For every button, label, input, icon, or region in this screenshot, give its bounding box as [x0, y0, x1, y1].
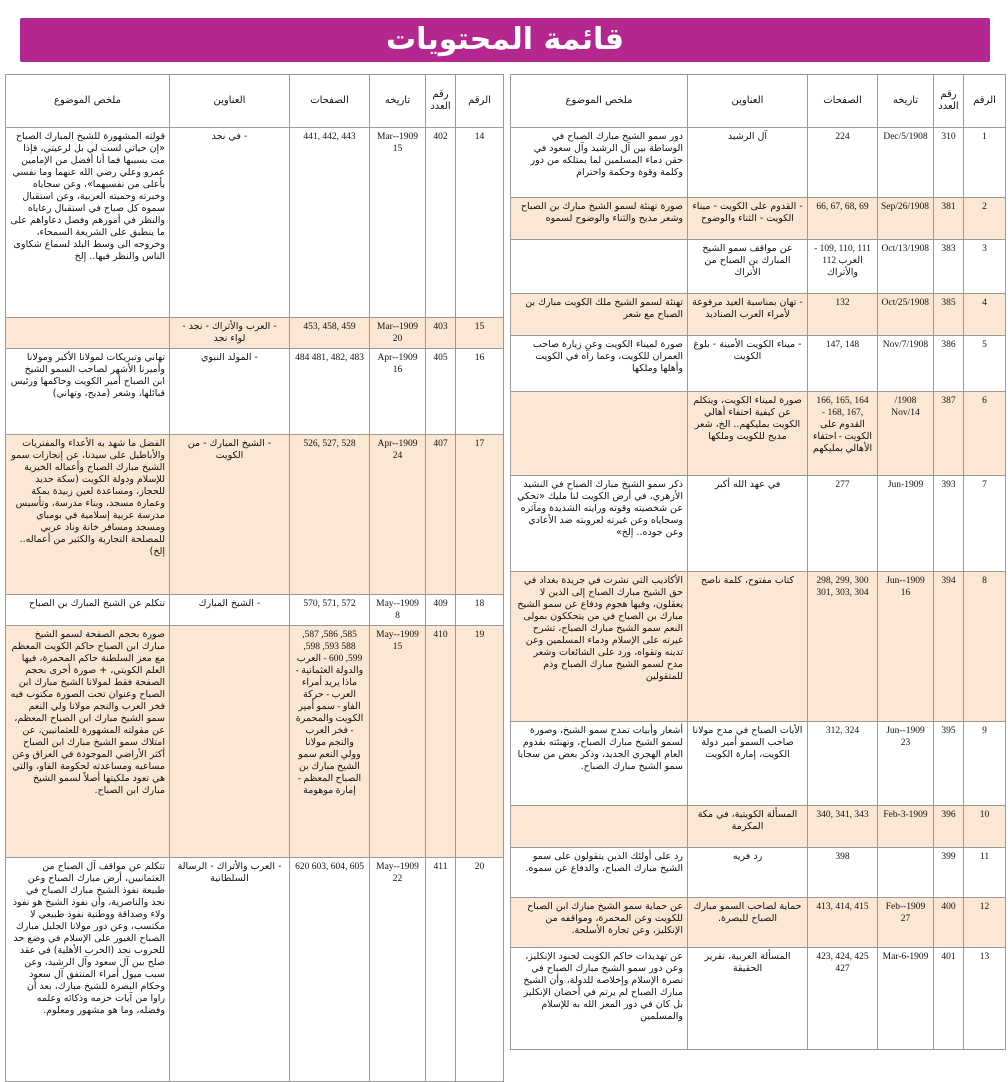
col-header-summary: ملخص الموضوع: [511, 75, 688, 128]
row-summary: قولته المشهورة للشيخ المبارك الصباح «إن حياتي لست لي بل لرعيتي، فإذا مت بسببها فما أنا أفضل من الإمامين عمرو وعلي رضي الله عنهما وما نفسي بأعلى من نفسيهما»، وعن سجاياه وخبرته وحميته العربية، وعن استقبال سموه كل صباح في استقبال رعاياه والنظر في أمورهم وفصل دعاواهم على ما ينطبق على الشريعة السمحاء، وخروجه الى وسط البلد لسماع شكاوى الناس والنظر فيها.. إلخ: [6, 128, 170, 318]
row-num: 18: [456, 595, 504, 626]
row-issue: 393: [934, 476, 964, 572]
row-pages: 343 ,341 ,340: [808, 806, 878, 848]
row-title: - تهان بمناسبة العيد مرفوعة لأمراء العرب الصناديد: [688, 294, 808, 336]
row-issue: 381: [934, 198, 964, 240]
table-row: [511, 898, 1006, 948]
row-issue: 405: [426, 349, 456, 435]
row-summary: تتكلم عن مواقف آل الصباح من العثمانيين، أرض مبارك الصباح وعن طبيعة نفوذ الشيخ مبارك الصباح في نجد والناصرية، وأن نفوذ الشيخ هو نفوذ ولاء وصداقة ووطنية نفوذ طبيعي لا مكتسب، وعن دور مولانا الجليل مبارك الصباح الغيور على الإسلام في وضع حد للحروب نجد (الحرب الأهلية) في عقد صلح بين آل سعود وآل الرشيد، وعن سبب ميول أمراء المنتفق آل سعود وحكام البصرة للشيخ مبارك، بعد أن راوا من آيات حزمه وذكائه وعلمه وفضله، وما هو مشهور ومعلوم.: [6, 858, 170, 1082]
row-date: 1909-Jun: [878, 476, 934, 572]
page-title: قائمة المحتويات: [386, 22, 624, 57]
row-num: 14: [456, 128, 504, 318]
row-summary: تتكلم عن الشيخ المبارك بن الصباح: [6, 595, 170, 626]
col-header-titles: العناوين: [170, 75, 290, 128]
row-pages: 277: [808, 476, 878, 572]
row-summary: دور سمو الشيخ مبارك الصباح في الوساطة بين آل الرشيد وآل سعود في حقن دماء المسلمين لما يمتلكه من دور وكلمة وقوة وحكمة واحترام: [511, 128, 688, 198]
row-title: المسألة الكويتية، في مكة المكرمة: [688, 806, 808, 848]
row-title: صورة لميناء الكويت، ويتكلم عن كيفية احتفاء أهالي الكويت بمليكهم.. الخ، شعر مديح للكويت وملكها: [688, 392, 808, 476]
col-header-issue: رقم العدد: [426, 75, 456, 128]
row-pages: 459 ,458 ,453: [290, 318, 370, 349]
row-title: [170, 626, 290, 858]
row-pages: 415 ,414 ,413: [808, 898, 878, 948]
row-pages: 572 ,571 ,570: [290, 595, 370, 626]
row-title: كتاب مفتوح، كلمة ناصح: [688, 572, 808, 722]
col-header-pages: الصفحات: [290, 75, 370, 128]
table-row: [511, 392, 1006, 476]
col-header-issue: رقم العدد: [934, 75, 964, 128]
row-num: 8: [964, 572, 1006, 722]
row-issue: 399: [934, 848, 964, 898]
row-date: 1909-Apr-24: [370, 435, 426, 595]
row-summary: [511, 806, 688, 848]
row-pages: 443 ,442 ,441: [290, 128, 370, 318]
row-issue: 396: [934, 806, 964, 848]
row-num: 3: [964, 240, 1006, 294]
row-title: المسألة العربية، تقرير الحقيقة: [688, 948, 808, 1050]
row-pages: 398: [808, 848, 878, 898]
row-date: 1909-Feb-27: [878, 898, 934, 948]
row-summary: [511, 392, 688, 476]
row-pages: 528 ,527 ,526: [290, 435, 370, 595]
row-num: 15: [456, 318, 504, 349]
row-issue: 385: [934, 294, 964, 336]
row-date: [878, 848, 934, 898]
row-summary: [6, 318, 170, 349]
contents-table-right: [510, 74, 1006, 1050]
row-issue: 401: [934, 948, 964, 1050]
col-header-num: الرقم: [456, 75, 504, 128]
row-date: 1909-Mar-15: [370, 128, 426, 318]
row-summary: الأكاذيب التي نشرت في جريدة بغداد في حق الشيخ مبارك الصباح إلى الذين لا يعقلون، وفيها هجوم ودفاع عن سمو الشيخ مبارك بن الصباح في من يتحككون بمولى النعم سمو الشيخ مبارك الصباح، تشرح غيرته على الإسلام ودماء المسلمين وعن تدينه وتقواه، ورد على الشائعات وشعر مدح لسمو الشيخ مبارك الصباح وذم للمتقولين: [511, 572, 688, 722]
row-summary: رد على أولئك الذين يتقولون على سمو الشيخ مبارك الصباح، والدفاع عن سموه.: [511, 848, 688, 898]
table-row: [511, 848, 1006, 898]
row-issue: 402: [426, 128, 456, 318]
row-pages: 585, 586, 587, 588 593, 598, 599, 600 - العرب والدولة العثمانية - ماذا يريد أمراء العرب - حركة الفاو - سمو أمير الكويت والمحمرة - فخر العرب والنجم مولانا وولي النعم سمو الشيخ مبارك بن الصباح المعظم - إمارة موهومة: [290, 626, 370, 858]
row-summary: صورة لميناء الكويت وعن زيارة صاحب العمران للكويت، وعما رآه في الكويت وأهلها وملكها: [511, 336, 688, 392]
row-date: 1909-May-15: [370, 626, 426, 858]
row-num: 13: [964, 948, 1006, 1050]
row-title: - العرب والأتراك - نجد - لواء نجد: [170, 318, 290, 349]
table-header-row: [6, 75, 504, 128]
row-title: - ميناء الكويت الأمينة - بلوغ الكويت: [688, 336, 808, 392]
title-banner: [20, 18, 990, 62]
table-row: [511, 336, 1006, 392]
table-row: [511, 722, 1006, 806]
row-pages: 132: [808, 294, 878, 336]
table-row: [6, 318, 504, 349]
row-title: - الشيخ المبارك: [170, 595, 290, 626]
row-summary: ذكر سمو الشيخ مبارك الصباح في النشيد الأزهري، في أرض الكويت لنا مليك «تحكي عن شخصيته وقوته ورايته الشديدة ومآثره وسجاياه وعن غيرته لعروبته ضد الأعادي وعن جوده.. إلخ»: [511, 476, 688, 572]
table-row: [511, 128, 1006, 198]
row-title: في عهد الله أكبر: [688, 476, 808, 572]
row-pages: 111 ,110 ,109 - العرب 112 والأتراك: [808, 240, 878, 294]
col-header-titles: العناوين: [688, 75, 808, 128]
row-num: 11: [964, 848, 1006, 898]
row-date: 1909-Mar-20: [370, 318, 426, 349]
table-row: [6, 858, 504, 1082]
table-row: [511, 294, 1006, 336]
row-num: 5: [964, 336, 1006, 392]
row-date: Nov/7/1908: [878, 336, 934, 392]
row-issue: 403: [426, 318, 456, 349]
row-summary: تهنئة لسمو الشيخ ملك الكويت مبارك بن الصباح مع شعر: [511, 294, 688, 336]
row-num: 7: [964, 476, 1006, 572]
row-pages: 224: [808, 128, 878, 198]
row-summary: الفضل ما شهد به الأعداء والمفتريات والأباطيل على سيدنا، عن إنجازات سمو الشيخ مبارك الصباح وأعماله الخيرية للإسلام ودولة الكويت (سكة حديد للحجاز، ومساعدة لعين زبيدة بمكة وعمارة مسجد، وبناء مدرسة، وتأسيس مدرسة عربية إسلامية في بومباي ومسجد ومسافر خانة وناد عربي للمصلحة التجارية والكثير من أعماله.. إلخ): [6, 435, 170, 595]
row-issue: 409: [426, 595, 456, 626]
row-pages: 425 ,424 ,423 427: [808, 948, 878, 1050]
row-title: آل الرشيد: [688, 128, 808, 198]
row-num: 12: [964, 898, 1006, 948]
row-num: 4: [964, 294, 1006, 336]
row-date: Sep/26/1908: [878, 198, 934, 240]
row-num: 1: [964, 128, 1006, 198]
row-summary: تهاني وتبريكات لمولانا الأكبر ومولانا وأميرنا الأشهر لصاحب السمو الشيخ ابن الصباح أمير الكويت وحاكمها ورئيس قبائلها، وشعر (مديح، وتهاني): [6, 349, 170, 435]
table-row: [511, 572, 1006, 722]
col-header-num: الرقم: [964, 75, 1006, 128]
row-date: Oct/25/1908: [878, 294, 934, 336]
row-num: 10: [964, 806, 1006, 848]
col-header-summary: ملخص الموضوع: [6, 75, 170, 128]
row-summary: صورة بحجم الصفحة لسمو الشيخ مبارك ابن الصباح حاكم الكويت المعظم مع معز السلطنة حاكم المحمرة، فيها العلم الكويتي، + صورة أخرى بحجم الصفحة فقط لمولانا الشيخ مبارك ابن الصباح وعنوان تحت الصورة مكتوب فيه فخر العرب والنجم مولانا ولي النعم سمو الشيخ مبارك ابن الصباح المعظم، عن مقولته المشهورة للعثمانيين، عن امتلاك سمو الشيخ مبارك ابن الصباح أكثر الأراضي الموجودة في العراق وعن مساعيه ومساعدته لحكومة الفاو، والتي هي تعود ملكيتها أصلاً لسمو الشيخ مبارك ابن الصباح.: [6, 626, 170, 858]
table-row: [6, 128, 504, 318]
row-date: 1908/ Nov/14: [878, 392, 934, 476]
row-date: Dec/5/1908: [878, 128, 934, 198]
row-title: - في نجد: [170, 128, 290, 318]
row-num: 6: [964, 392, 1006, 476]
row-date: 1909-May-22: [370, 858, 426, 1082]
row-issue: 407: [426, 435, 456, 595]
row-num: 17: [456, 435, 504, 595]
row-date: 1909-Apr-16: [370, 349, 426, 435]
row-issue: 387: [934, 392, 964, 476]
row-pages: 148 ,147: [808, 336, 878, 392]
row-date: 1909-Mar-6: [878, 948, 934, 1050]
col-header-pages: الصفحات: [808, 75, 878, 128]
row-title: - الشيخ المبارك - من الكويت: [170, 435, 290, 595]
row-num: 16: [456, 349, 504, 435]
row-summary: [511, 240, 688, 294]
row-pages: 605 ,604 ,603 620: [290, 858, 370, 1082]
row-pages: 164 ,165 ,166 ,167 ,168 - القدوم على الكويت - احتفاء الأهالي بمليكهم: [808, 392, 878, 476]
row-issue: 410: [426, 626, 456, 858]
row-issue: 383: [934, 240, 964, 294]
table-row: [6, 435, 504, 595]
row-pages: 483 ,482 ,481 484: [290, 349, 370, 435]
row-issue: 411: [426, 858, 456, 1082]
row-issue: 310: [934, 128, 964, 198]
row-date: Oct/13/1908: [878, 240, 934, 294]
row-summary: عن تهديدات حاكم الكويت لجنود الإنكليز، وعن دور سمو الشيخ مبارك الصباح في نصرة الإسلام وإخلاصه للدولة، وأن الشيخ مبارك الصباح لم يرتم في أحضان الإنكليز بل كان في دور المعز الله به للإسلام والمسلمين: [511, 948, 688, 1050]
contents-table-left: [5, 74, 504, 1082]
table-row: [6, 626, 504, 858]
row-date: 1909-May-8: [370, 595, 426, 626]
row-title: - القدوم على الكويت - ميناء الكويت - الثناء والوضوح: [688, 198, 808, 240]
row-pages: 69 ,68 ,67 ,66: [808, 198, 878, 240]
row-title: رد فريه: [688, 848, 808, 898]
col-header-date: تاريخه: [878, 75, 934, 128]
table-header-row: [511, 75, 1006, 128]
table-row: [511, 476, 1006, 572]
row-issue: 395: [934, 722, 964, 806]
table-row: [6, 595, 504, 626]
row-title: - المولد النبوي: [170, 349, 290, 435]
row-num: 9: [964, 722, 1006, 806]
row-summary: صورة تهنئة لسمو الشيخ مبارك بن الصباح وشعر مديح والثناء والوضوح لسموه: [511, 198, 688, 240]
row-date: 1909-Jun-23: [878, 722, 934, 806]
table-row: [511, 948, 1006, 1050]
row-num: 19: [456, 626, 504, 858]
row-issue: 386: [934, 336, 964, 392]
row-summary: عن حماية سمو الشيخ مبارك ابن الصباح للكويت وعن المحمرة، ومواقفه من الإنكليز، وعن تجارة الأسلحة.: [511, 898, 688, 948]
row-num: 20: [456, 858, 504, 1082]
row-issue: 400: [934, 898, 964, 948]
row-summary: أشعار وأبيات تمدح سمو الشيخ، وصورة لسمو الشيخ مبارك الصباح، وتهنئته بقدوم العام الهجري الجديد، وذكر بعض من سجايا سمو الشيخ مبارك الصباح.: [511, 722, 688, 806]
table-row: [511, 198, 1006, 240]
row-title: عن مواقف سمو الشيخ المبارك بن الصباح من الأتراك: [688, 240, 808, 294]
row-date: 1909-Jun-16: [878, 572, 934, 722]
row-title: الأيات الصباح في مدح مولانا صاحب السمو أمير دولة الكويت، إمارة الكويت: [688, 722, 808, 806]
row-issue: 394: [934, 572, 964, 722]
row-pages: 324 ,312: [808, 722, 878, 806]
row-title: - العرب والأتراك - الرسالة السلطانية: [170, 858, 290, 1082]
row-date: 1909-Feb-3: [878, 806, 934, 848]
col-header-date: تاريخه: [370, 75, 426, 128]
table-row: [6, 349, 504, 435]
table-row: [511, 240, 1006, 294]
row-pages: 300 ,299 ,298 304 ,303 ,301: [808, 572, 878, 722]
row-num: 2: [964, 198, 1006, 240]
table-row: [511, 806, 1006, 848]
row-title: حماية لصاحب السمو مبارك الصباح للبصرة.: [688, 898, 808, 948]
